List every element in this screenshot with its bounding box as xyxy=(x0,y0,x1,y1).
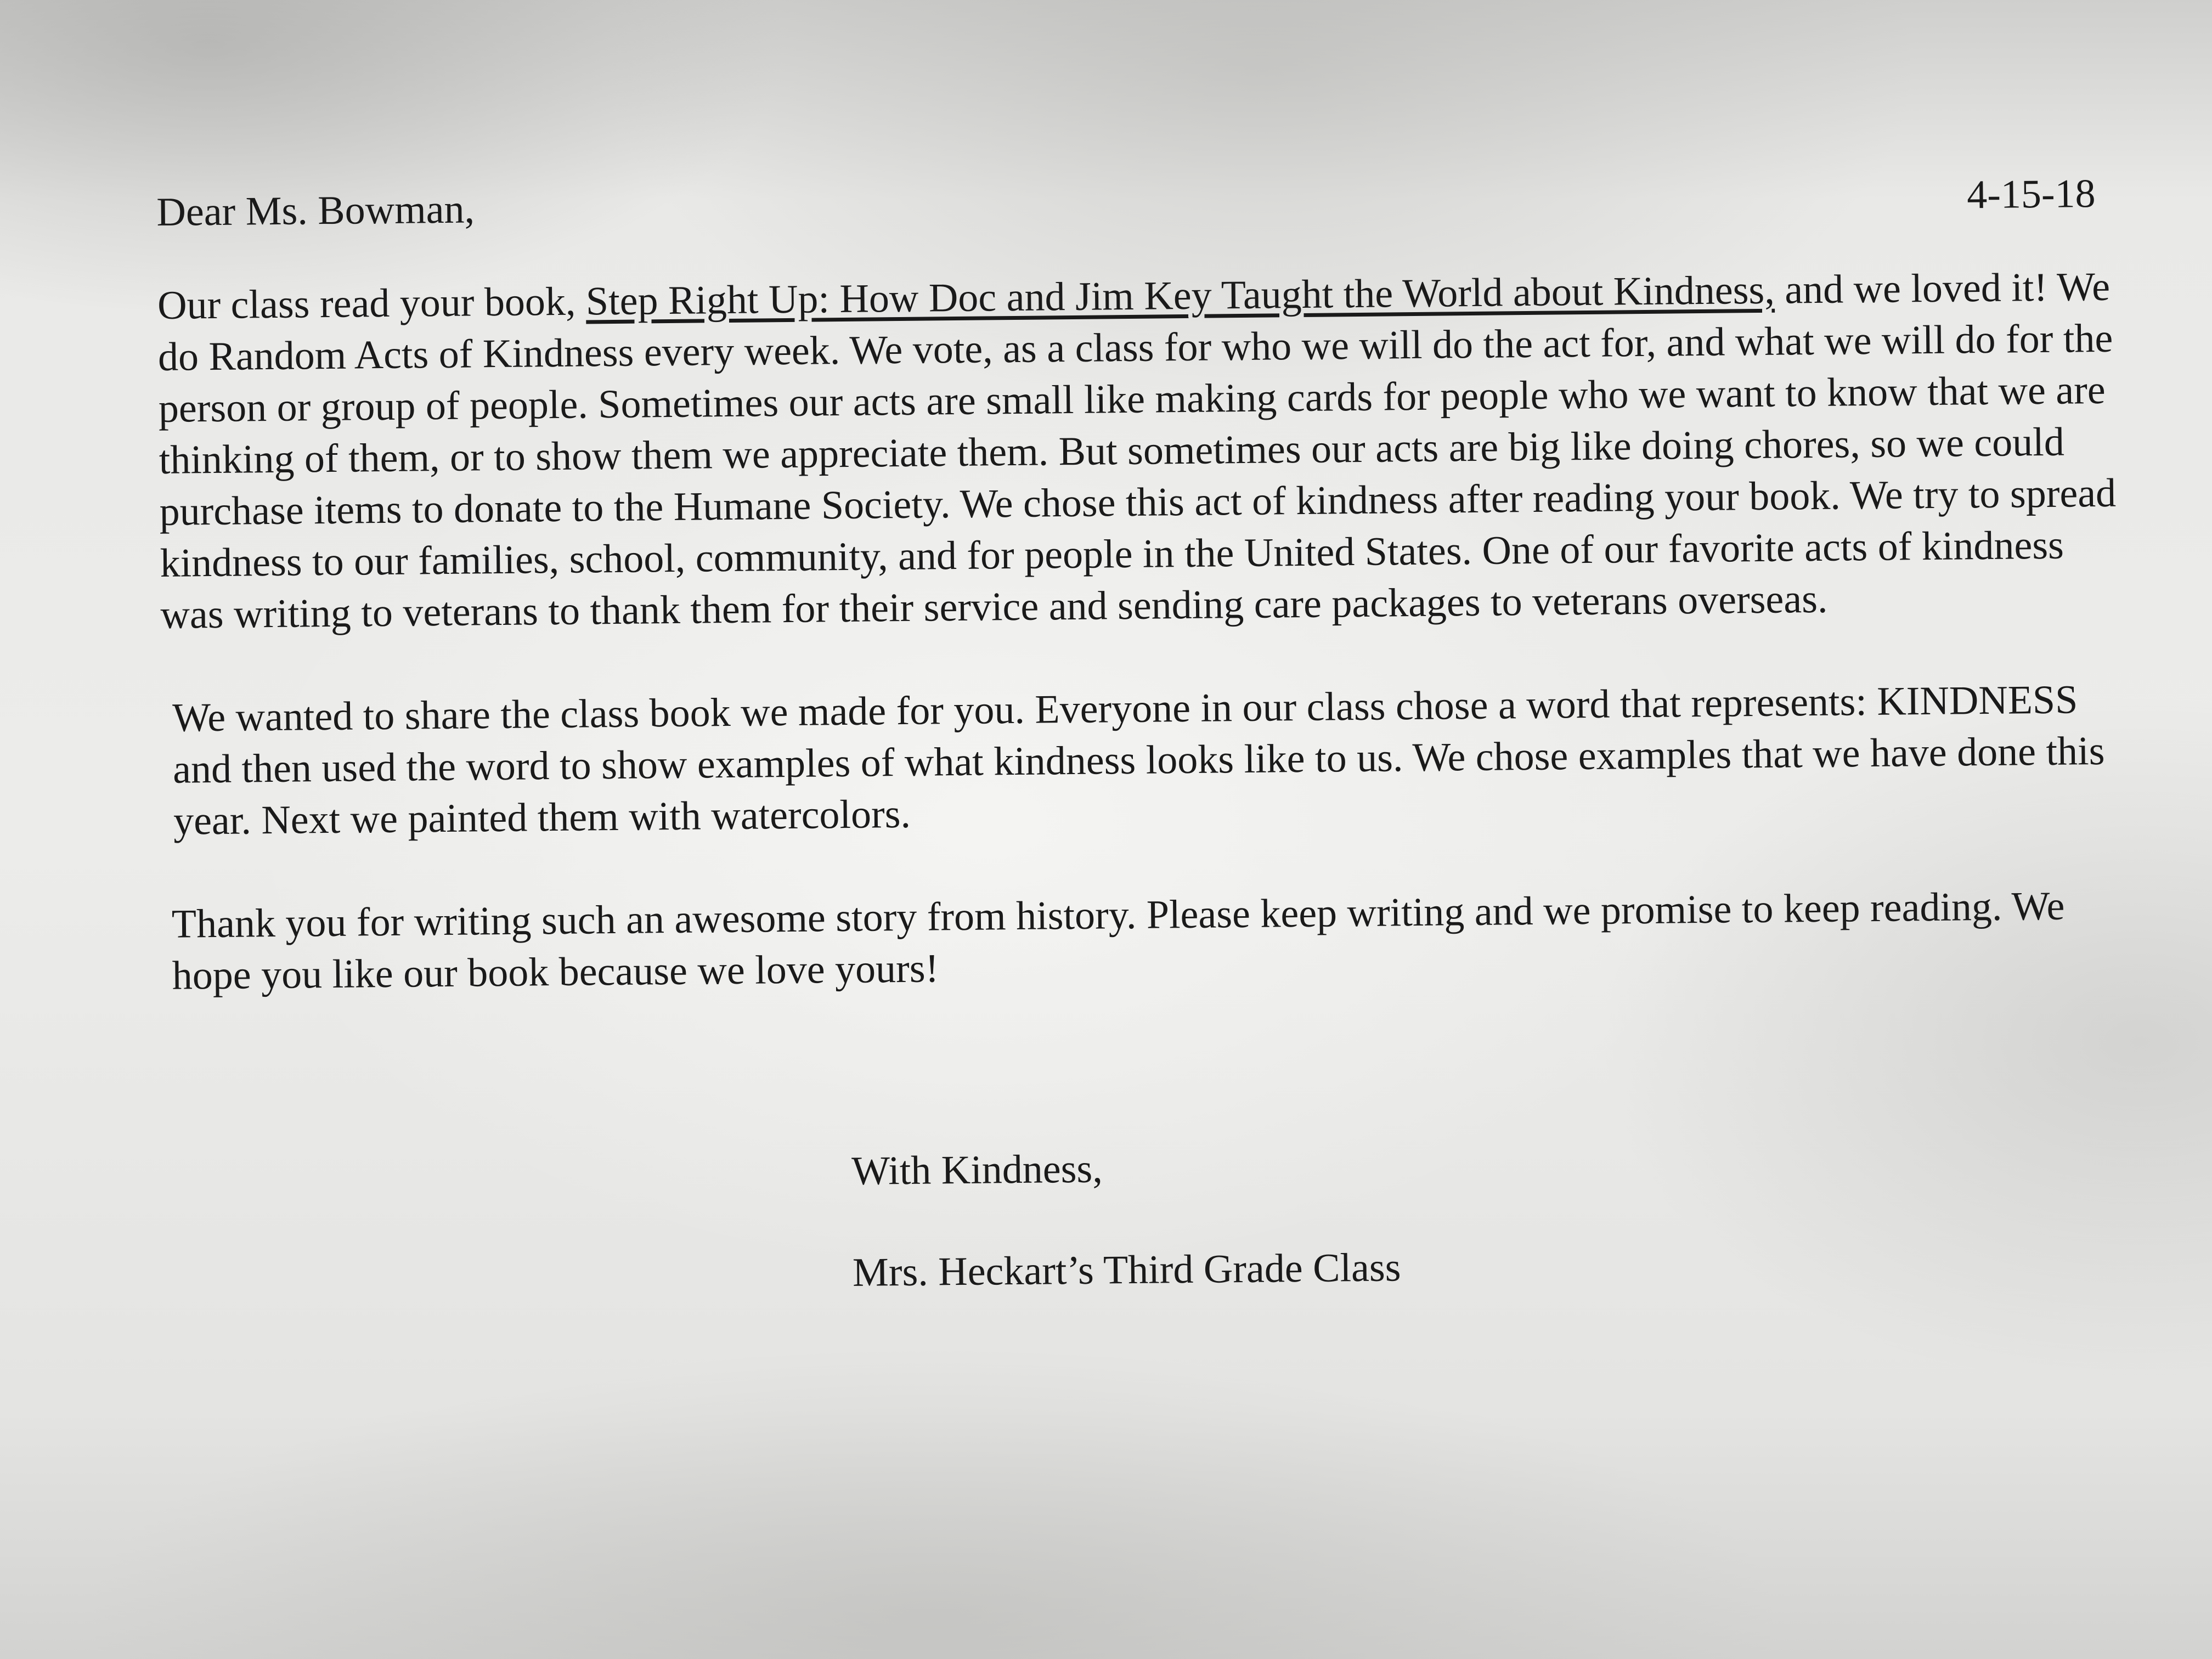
paragraph-2: We wanted to share the class book we made for you. Everyone in our class chose a word that represents: KINDNESS and then used the word to show examples of what kindness looks like to us. We chose examples that we have done this year. Next we painted them with watercolors. xyxy=(172,677,2105,844)
salutation: Dear Ms. Bowman, xyxy=(156,187,475,235)
paragraph-1-body: and we loved it! We do Random Acts of Kindness every week. We vote, as a class for who we will do the act for, and what we will do for the person or group of people. Sometimes our acts are small like making cards for people who we want to know that we are thinking of them, or to show them we appreciate them. But sometimes our acts are big like doing chores, so we could purchase items to donate to the Humane Society. We chose this act of kindness after reading your book. We try to spread kindness to our families, school, community, and for people in the United States. One of our favorite acts of kindness was writing to veterans to thank them for their service and sending care packages to veterans overseas. xyxy=(157,264,2117,637)
paragraph-1-intro: Our class read your book, xyxy=(157,279,586,328)
paragraph-1 xyxy=(157,261,2130,641)
closing-line: With Kindness, xyxy=(851,1146,1103,1194)
letter-body xyxy=(156,167,2140,1295)
signature-line: Mrs. Heckart’s Third Grade Class xyxy=(852,1245,1401,1295)
paragraph-3: Thank you for writing such an awesome story from history. Please keep writing and we promise to keep reading. We hope you like our book because we love yours! xyxy=(171,883,2065,998)
book-title: Step Right Up: How Doc and Jim Key Taught the World about Kindness, xyxy=(585,267,1775,324)
letter-date: 4-15-18 xyxy=(1966,171,2096,218)
